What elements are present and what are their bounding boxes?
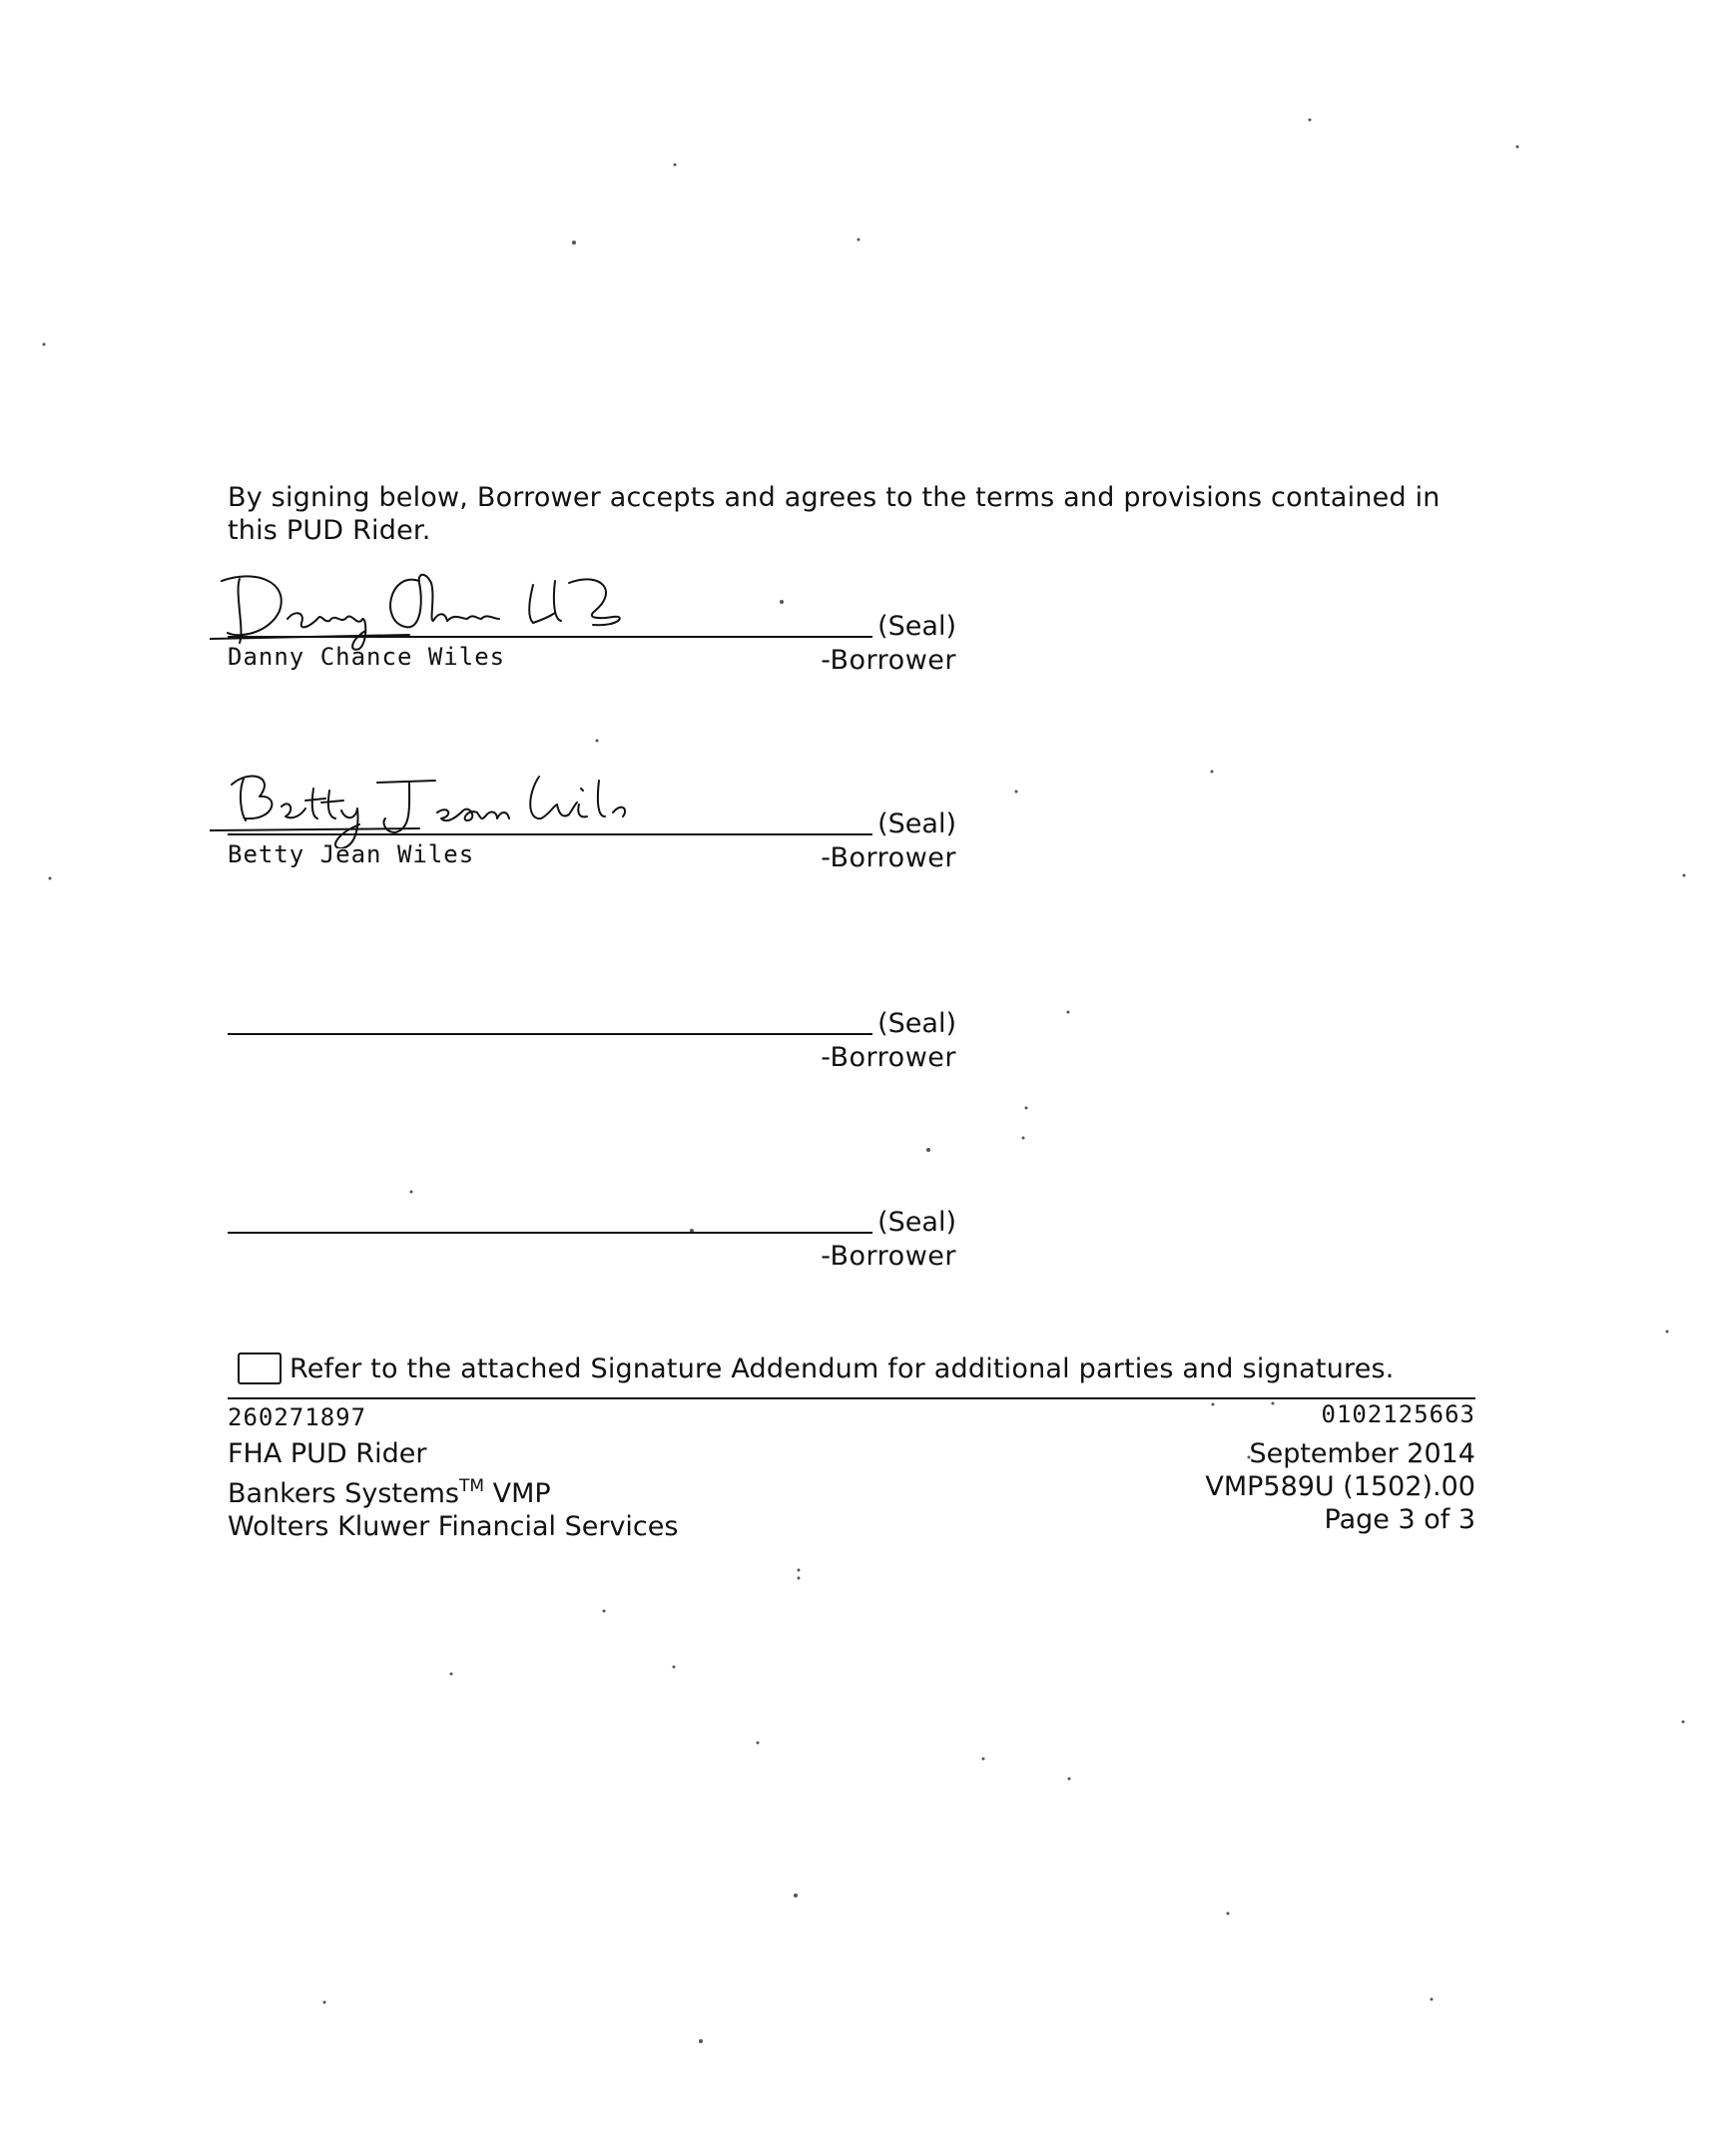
borrower-label: -Borrower bbox=[821, 842, 956, 873]
page-number: Page 3 of 3 bbox=[1324, 1504, 1475, 1535]
vendor-name: Bankers Systems bbox=[228, 1478, 459, 1509]
signature-block bbox=[228, 789, 956, 888]
borrower-label: -Borrower bbox=[821, 1241, 956, 1272]
borrower-label: -Borrower bbox=[821, 1042, 956, 1073]
company-name: Wolters Kluwer Financial Services bbox=[228, 1511, 679, 1542]
signature-addendum-text: Refer to the attached Signature Addendum for additional parties and signatures. bbox=[289, 1353, 1395, 1384]
loan-number: 260271897 bbox=[228, 1403, 367, 1431]
vendor-suffix: VMP bbox=[484, 1478, 551, 1509]
form-code: VMP589U (1502).00 bbox=[1205, 1471, 1475, 1502]
signature-block bbox=[228, 988, 956, 1088]
vendor-line bbox=[228, 1470, 678, 1510]
seal-label: (Seal) bbox=[877, 611, 956, 642]
form-name: FHA PUD Rider bbox=[228, 1438, 427, 1469]
footer-left bbox=[228, 1437, 678, 1543]
document-number: 0102125663 bbox=[1321, 1400, 1475, 1428]
signature-line[interactable] bbox=[228, 1232, 872, 1234]
signature-line[interactable] bbox=[228, 1033, 872, 1035]
signature-block bbox=[228, 591, 956, 691]
signature-line bbox=[228, 833, 872, 835]
form-date: September 2014 bbox=[1249, 1438, 1475, 1469]
borrower-label: -Borrower bbox=[821, 645, 956, 676]
signature-addendum-checkbox[interactable] bbox=[238, 1352, 282, 1384]
seal-label: (Seal) bbox=[877, 808, 956, 839]
footer-right bbox=[1205, 1437, 1475, 1536]
acceptance-statement: By signing below, Borrower accepts and agrees to the terms and provisions contained in this PUD Rider. bbox=[228, 482, 1440, 546]
signature-line bbox=[228, 636, 872, 638]
printed-name: Betty Jean Wiles bbox=[228, 840, 475, 868]
seal-label: (Seal) bbox=[877, 1207, 956, 1238]
footer-divider bbox=[228, 1397, 1475, 1399]
trademark-mark: TM bbox=[458, 1476, 485, 1496]
seal-label: (Seal) bbox=[877, 1008, 956, 1039]
printed-name: Danny Chance Wiles bbox=[228, 643, 506, 671]
signature-block bbox=[228, 1187, 956, 1287]
